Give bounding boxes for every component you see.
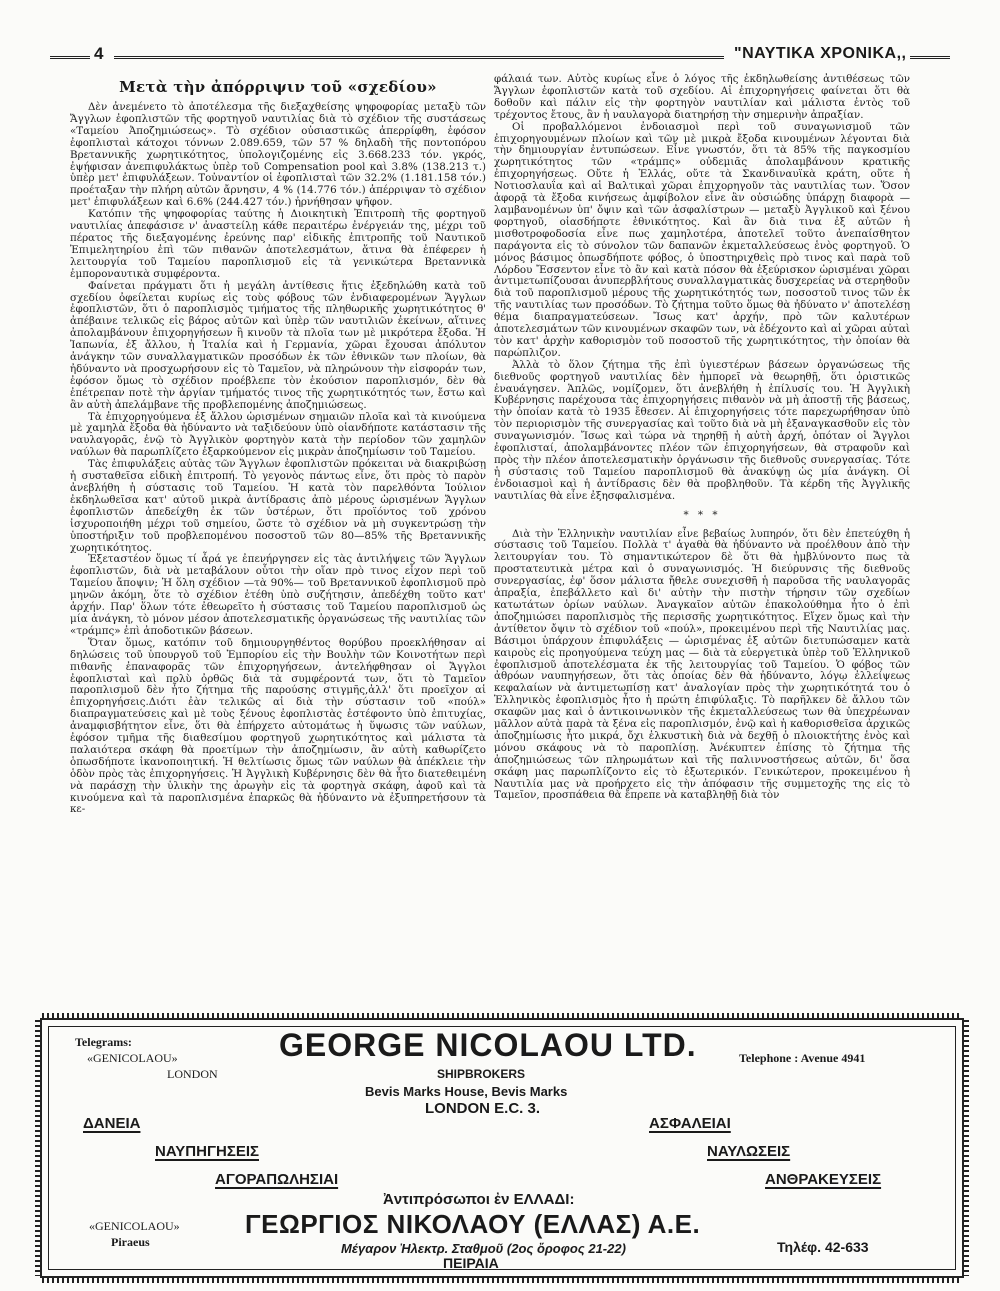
ad-address-line-1: Bevis Marks House, Bevis Marks bbox=[365, 1084, 568, 1099]
article-paragraph: Ἀλλὰ τὸ ὅλον ζήτημα τῆς ἐπὶ ὑγιεστέρων βάσεων ὀργανώσεως τῆς διεθνοῦς φορτηγοῦ ναυτιλίας δὲν ἠμπορεῖ νὰ θεωρηθῇ, ὅτι ὁριστικῶς ἐναυάγησεν. Ἁπλῶς, νομίζομεν, ὅτι ἀνεβλήθη ἡ ἐπίλυσίς του. Ἡ Ἀγγλικὴ Κυβέρνησις παρέχουσα τὰς ἐπιχορηγήσεις πιθανὸν νὰ μὴ ἀποστῇ τῆς βάσεως, τὴν ὁποίαν κατὰ τὸ 1935 ἔθεσεν. Αἱ ἐπιχορηγήσεις τότε παρεχωρήθησαν ὑπὸ τὸν περιορισμὸν τῆς συνεργασίας καὶ τοῦτο διὰ νὰ μὴ ἐξαναγκασθοῦν εἰς τὸν συναγωνισμόν. Ἴσως καὶ τώρα νὰ τηρηθῇ ἡ αὐτὴ ἀρχή, ὁπόταν οἱ Ἄγγλοι ἐφοπλισταί, ἀπολαμβάνοντες πλέον τῶν ἐπιχορηγήσεων, θὰ στραφοῦν καὶ πρὸς τὴν πλέον ἀποτελεσματικὴν ὀργάνωσιν τῆς διεθνοῦς συνεργασίας. Τότε ἡ σύστασις τοῦ Ταμείου παροπλισμοῦ θὰ ἀνακύψῃ ὡς μία ἀνάγκη. Οἱ ἐνδοιασμοὶ καὶ ἡ ἀντίδρασις δὲν θὰ προβληθοῦν. Τὰ κέρδη τῆς Ἀγγλικῆς ναυτιλίας θὰ εἶνε ἐξησφαλισμένα. bbox=[494, 358, 910, 502]
page-number: 4 bbox=[94, 44, 104, 63]
ad-piraeus-code: «GENICOLAOU» bbox=[89, 1219, 180, 1233]
article-paragraph: Κατόπιν τῆς ψηφοφορίας ταύτης ἡ Διοικητικὴ Ἐπιτροπὴ τῆς φορτηγοῦ ναυτιλίας ἀπεφάσισε ν' ἀναστείλῃ κάθε περαιτέρω ἐνέργειάν της, μέχρι τοῦ πέρατος τῆς διεξαγομένης ἐρεύνης παρ' εἰδικῆς ἐπιτροπῆς τοῦ Ναυτικοῦ Ἐπιμελητηρίου ἐπὶ τῶν πιθανῶν ἀποτελεσμάτων, ἅτινα θὰ ἐπέφερεν ἡ λειτουργία τοῦ Ταμείου παροπλισμοῦ εἰς τὰ γενικώτερα Βρεταννικὰ ἐμποροναυτικὰ συμφέροντα. bbox=[70, 208, 486, 280]
article-column-right bbox=[494, 74, 910, 802]
ad-greek-city: ΠΕΙΡΑΙΑ bbox=[443, 1255, 499, 1271]
ad-border-ticks bbox=[963, 1020, 969, 1276]
ad-greece-representatives: Ἀντιπρόσωποι ἐν ΕΛΛΑΔΙ: bbox=[383, 1191, 575, 1208]
article-paragraph: Ὅταν ὅμως, κατόπιν τοῦ δημιουργηθέντος θορύβου προεκλήθησαν αἱ δηλώσεις τοῦ ὑπουργοῦ τοῦ Ἐμπορίου εἰς τὴν Βουλὴν τῶν Κοινοτήτων περὶ πιθανῆς ἐπαναφορᾶς τῶν ἐπιχορηγήσεων, ἀντελήφθησαν οἱ Ἄγγλοι ἐφοπλισταὶ καὶ πολὺ ὀρθῶς διὰ τὰ συμφέροντά των, ὅτι τὸ Ταμεῖον παροπλισμοῦ δὲν ἦτο ζήτημα τῆς παρούσης στιγμῆς,ἀλλ' ὅτι προεῖχον αἱ ἐπιχορηγήσεις.Διότι ἐὰν τελικῶς αἱ διὰ τὴν σύστασιν τοῦ «πούλ» διαπραγματεύσεις καὶ μὲ τοὺς ξένους ἐφοπλιστὰς ἐστέφοντο ὑπὸ ἐπιτυχίας, ἀναμφισβήτητον εἶνε, ὅτι θὰ ἐπήρχετο αὐτομάτως ἡ ὕψωσις τῶν ναύλων, ἐφόσον τμῆμα τῆς διαθεσίμου φορτηγοῦ χωρητικότητος καὶ μάλιστα τὰ παλαιότερα σκάφη θὰ προετίμων τὴν ἀποζημίωσιν, ἂν αὐτὴ καθωρίζετο ὁπωσδήποτε ἱκανοποιητική. Ἡ θελτίωσις ὅμως τῶν ναύλων θὰ ἀπέκλειε τὴν ὁδὸν πρὸς τὰς ἐπιχορηγήσεις. Ἡ Ἀγγλικὴ Κυβέρνησις δὲν θὰ ἦτο διατεθειμένη νὰ παράσχῃ τὴν ὑλικὴν της ἀρωγὴν εἰς τὰ φορτηγὰ σκάφη, ἀφοῦ καὶ τὰ κινούμενα καὶ τὰ παροπλισμένα ἐπαρκῶς θὰ ἠδύναντο νὰ ἐξυπηρετήσουν τὰ κε- bbox=[70, 636, 486, 816]
advertisement-box bbox=[40, 1018, 964, 1278]
header-rule-left bbox=[50, 56, 90, 59]
ad-inner-frame bbox=[48, 1026, 956, 1270]
header-rule-right bbox=[910, 56, 950, 59]
article-column-left bbox=[70, 74, 486, 816]
ad-greek-company: ΓΕΩΡΓΙΟΣ ΝΙΚΟΛΑΟΥ (ΕΛΛΑΣ) Α.Ε. bbox=[245, 1209, 701, 1239]
section-separator: * * * bbox=[683, 508, 721, 521]
newspaper-title: "ΝΑΥΤΙΚΑ ΧΡΟΝΙΚΑ,, bbox=[734, 45, 907, 62]
ad-border-ticks bbox=[35, 1020, 41, 1276]
article-title: Μετὰ τὴν ἀπόρριψιν τοῦ «σχεδίου» bbox=[119, 78, 437, 96]
ad-company-name: GEORGE NICOLAOU LTD. bbox=[279, 1027, 697, 1063]
ad-company-subtitle: SHIPBROKERS bbox=[437, 1067, 526, 1081]
article-paragraph: Διὰ τὴν Ἑλληνικὴν ναυτιλίαν εἶνε βεβαίως λυπηρόν, ὅτι δὲν ἐπετεύχθη ἡ σύστασις τοῦ Ταμείου. Πολλὰ τ' ἀγαθὰ θὰ ἠδύναντο νὰ προέλθουν ἀπὸ τὴν λειτουργίαν του. Τὸ σημαντικώτερον δὲ ὅτι θὰ ἠμβλύνοντο πως τὰ προστατευτικὰ μέτρα καὶ ὁ συναγωνισμός. Ἡ διεύρυνσις τῆς διεθνοῦς συνεργασίας, ἐφ' ὅσον μάλιστα ἤθελε συνεχισθῆ ἡ παροῦσα τῆς ναυλαγορᾶς ἀπραξία, ἐπεβάλλετο καὶ δι' αὐτὴν τὴν πιστὴν τήρησιν τῶν σχεδίων κατωτάτων ὁρίων ναύλων. Ἀναγκαῖον αὐτῶν ἐπακολούθημα ἦτο ὁ ἐπὶ ἀποζημιώσει παροπλισμὸς τῆς περισσῆς χωρητικότητος. Εἴχεν ὅμως καὶ τὴν ἀντίθετον ὄψιν τὸ σχέδιον τοῦ «πούλ», προκειμένου περὶ τῆς Ναυτιλίας μας. Βάσιμοι ὑπάρχουν ἐπιφυλάξεις — ὡρισμένας ἐξ αὐτῶν διετυπώσαμεν κατὰ καιροὺς εἰς προηγούμενα τεύχη μας — διὰ τὰ εὐεργετικὰ ὑπὲρ τοῦ Ἑλληνικοῦ ἐφοπλισμοῦ ἀποτελέσματα ἐκ τῆς λειτουργίας τοῦ Ταμείου. Ὁ φόβος τῶν ἀθρόων ναυπηγήσεων, ὅτι τὰς ὁποίας δὲν θὰ ἠδύναντο, λόγῳ ἐλλείψεως κεφαλαίων νὰ ἀντιμετωπίσῃ κατ' ἀναλογίαν πρὸς τὴν χωρητικότητά του ὁ Ἑλληνικὸς ἐφοπλισμὸς ἦτο ἡ πρώτη ἐπιφύλαξις. Τὸ παρῆλκεν δὲ ἄλλου τῶν σκαφῶν μας καὶ ὁ ἀντικοινωνικὸν τῆς ἐκμεταλλεύσεως των θὰ ὑπεχρέωναν μᾶλλον αὐτὰ παρὰ τὰ ξένα εἰς παροπλισμόν, ἐνῷ καὶ ἡ καθορισθεῖσα ἀρχικῶς ἀποζημίωσις ἦτο μικρά, ὄχι ἑλκυστικὴ διὰ νὰ δεχθῇ ὁ πλοιοκτήτης ἑνὸς καὶ μόνου σκάφους νὰ τὸ παροπλίσῃ. Ἀνέκυπτεν ἐπίσης τὸ ζήτημα τῆς ἀποζημιώσεως τῶν πληρωμάτων καὶ τῆς παλιννοστήσεως αὐτῶν, δι' ὅσα σκάφη μας παρωπλίζοντο εἰς τὸ ἐξωτερικόν. Γενικώτερον, προκειμένου ἡ Ναυτιλία μας νὰ προήρχετο εἰς τὴν ἀπόφασιν τῆς συμμετοχῆς της εἰς τὸ Ταμεῖον, προσπάθεια θὰ ἔπρεπε νὰ καταβληθῇ διὰ τὸν bbox=[494, 527, 910, 802]
ad-address-line-2: LONDON E.C. 3. bbox=[425, 1100, 541, 1117]
ad-service-chartering: ΝΑΥΛΩΣΕΙΣ bbox=[707, 1143, 791, 1160]
ad-telegrams-city: LONDON bbox=[167, 1067, 218, 1081]
ad-telephone: Telephone : Avenue 4941 bbox=[739, 1051, 866, 1065]
ad-service-sales: ΑΓΟΡΑΠΩΛΗΣΙΑΙ bbox=[215, 1171, 339, 1188]
ad-greek-phone: Τηλέφ. 42-633 bbox=[777, 1239, 869, 1255]
ad-border-ticks bbox=[42, 1013, 962, 1019]
article-paragraph: φάλαιά των. Αὐτὸς κυρίως εἶνε ὁ λόγος τῆς ἐκδηλωθείσης ἀντιθέσεως τῶν Ἄγγλων ἐφοπλιστῶν κατὰ τοῦ σχεδίου. Αἱ ἐπιχορηγήσεις φαίνεται ὅτι θὰ δοθοῦν καὶ πάλιν εἰς τὴν φορτηγὸν ναυτιλίαν καὶ μάλιστα ἐντὸς τοῦ τρέχοντος ἔτους, ἂν ἡ ναυλαγορὰ διατηρήσῃ τὴν σημερινὴν ἀπραξίαν. bbox=[494, 73, 910, 121]
article-paragraph: Δὲν ἀνεμένετο τὸ ἀποτέλεσμα τῆς διεξαχθείσης ψηφοφορίας μεταξὺ τῶν Ἄγγλων ἐφοπλιστῶν τῆς φορτηγοῦ ναυτιλίας διὰ τὸ σχέδιον τῆς συστάσεως «Ταμείου Ἀποζημιώσεως». Τὸ σχέδιον οὐσιαστικῶς ἀπερρίφθη, ἐφόσον ἐφοπλισταὶ κάτοχοι τόννων 2.089.659, τῶν 57 % δηλαδὴ τῆς ποντοπόρου Βρεταννικῆς χωρητικότητος, ὑπολογιζομένης εἰς 3.668.233 τόν. γκρός, ἐψήφισαν ἀνεπιφυλάκτως ὑπὲρ τοῦ Compensation pool καὶ 3.8% (138.213 τ.) ὑπὲρ μετ' ἐπιφυλάξεων. Τοὐναντίον οἱ ἐφοπλισταὶ τῶν 32.2% (1.181.158 τόν.) προέταξαν τὴν πλήρη αὐτῶν ἄρνησιν, 4 % (14.776 τόν.) ἀπέρριψαν τὸ σχέδιον μετ' ἐπιφυλάξεων καὶ 6.6% (244.427 τόν.) ἠρνήθησαν ψῆφον. bbox=[70, 101, 486, 209]
ad-piraeus-label: Piraeus bbox=[111, 1235, 150, 1249]
ad-telegrams-code: «GENICOLAOU» bbox=[87, 1051, 178, 1065]
ad-telegrams-label: Telegrams: bbox=[75, 1035, 132, 1049]
page-header bbox=[50, 44, 950, 66]
ad-greek-address: Μέγαρον Ἠλεκτρ. Σταθμοῦ (2ος ὄροφος 21-22) bbox=[341, 1241, 626, 1256]
article-paragraph: Οἱ προβαλλόμενοι ἐνδοιασμοὶ περὶ τοῦ συναγωνισμοῦ τῶν ἐπιχορηγουμένων πλοίων καὶ τῶν μὲ μικρὰ ἔξοδα κινουμένων λέγονται διὰ τὴν δημιουργίαν ἐντυπώσεων. Εἶνε γνωστόν, ὅτι τὰ 85% τῆς παγκοσμίου χωρητικότητος τῶν «τράμπς» οὐδεμιᾶς ἀπολαμβάνουν κρατικῆς ἐπιχορηγήσεως. Οὔτε ἡ Ἑλλάς, οὔτε τὰ Σκανδιναυϊκὰ κράτη, οὔτε ἡ Νοτιοσλαυΐα καὶ αἱ Βαλτικαὶ χῶραι ἐπιχορηγοῦν τὰς ναυτιλίας των. Ὅσον ἀφορᾷ τὰ ἔξοδα κινήσεως ἀμφίβολον εἶνε ἂν οὐσιώδης ὑπάρχῃ διαφορὰ — λαμβανομένων ὑπ' ὄψιν καὶ τῶν ἀσφαλίστρων — μεταξὺ Ἀγγλικοῦ καὶ ξένου φορτηγοῦ, οἱασδήποτε ἐθνικότητος. Καὶ ἂν διὰ τινα ἐξ αὐτῶν ἡ μισθοτροφοδοσία εἶνε πως χαμηλοτέρα, ἀποτελεῖ τοῦτο ἀνεπαίσθητον παράγοντα εἰς τὸ σύνολον τῶν δαπανῶν ἐκμεταλλεύσεως ἑνὸς φορτηγοῦ. Ὁ μόνος βάσιμος ὁπωσδήποτε φόβος, ὁ ὑποστηριχθεὶς πρὸ τινος καὶ παρὰ τοῦ Λόρδου Ἔσσεντον εἶνε τὸ ἂν καὶ κατὰ πόσον θὰ ἐξεύρισκον ὡρισμέναι χῶραι ἀντιμετωπίζουσαι ἀνυπερβλήτους συναλλαγματικὰς δυσχερείας νὰ στερηθοῦν διὰ τοῦ παροπλισμοῦ μέρους τῆς χωρητικότητός των, ποσοστοῦ τινος τῶν ἐκ τῆς ναυτιλίας των προσόδων. Τὸ ζήτημα τοῦτο ὅμως θὰ ἠδύνατο ν' ἀποτελέσῃ θέμα διαπραγματεύσεων. Ἴσως κατ' ἀρχήν, πρὸ τῶν καλυτέρων ἀποτελεσμάτων τῶν κινουμένων σκαφῶν των, νὰ ἐδέχοντο καὶ αἱ χῶραι αὐταὶ τὸν κατ' ἀρχὴν καθορισμὸν τοῦ ποσοστοῦ τῆς χωρητικότητος, τὴν ὁποίαν θὰ παρώπλιζον. bbox=[494, 120, 910, 359]
header-rule-middle bbox=[114, 56, 724, 59]
ad-service-loans: ΔΑΝΕΙΑ bbox=[83, 1115, 141, 1132]
article-paragraph: Τὰ ἐπιχορηγούμενα ἐξ ἄλλου ὡρισμένων σημαιῶν πλοῖα καὶ τὰ κινούμενα μὲ χαμηλὰ ἔξοδα θὰ ἠδύναντο νὰ ταξιδεύουν ὑπὸ οἱανδήποτε κατάστασιν τῆς ναυλαγορᾶς, ἐνῷ τὸ Ἀγγλικὸν φορτηγὸν κατὰ τὴν περίοδον τῶν χαμηλῶν ναύλων θὰ παρωπλίζετο ἐξαρκούμενον εἰς μικρὰν ἀποζημίωσιν τοῦ Ταμείου. bbox=[70, 410, 486, 459]
ad-service-insurance: ΑΣΦΑΛΕΙΑΙ bbox=[649, 1115, 731, 1132]
ad-service-coal: ΑΝΘΡΑΚΕΥΣΕΙΣ bbox=[765, 1171, 882, 1188]
ad-service-shipbuilding: ΝΑΥΠΗΓΗΣΕΙΣ bbox=[155, 1143, 259, 1160]
ad-border-ticks bbox=[42, 1277, 962, 1283]
article-paragraph: Τὰς ἐπιφυλάξεις αὐτὰς τῶν Ἄγγλων ἐφοπλιστῶν πρόκειται νὰ διακριβώσῃ ἡ συσταθεῖσα εἰδικὴ ἐπιτροπή. Τὸ γεγονὸς πάντως εἶνε, ὅτι πρὸς τὸ παρὸν ἀνεβλήθη ἡ σύστασις τοῦ Ταμείου. Ἡ κατὰ τὸν παρελθόντα Ἰούλιον ἐκδηλωθεῖσα κατ' αὐτοῦ μικρὰ ἀντίδρασις ἀπὸ μέρους ὡρισμένων Ἄγγλων ἐφοπλιστῶν ἀπεδείχθη ἐκ τῶν ὑστέρων, ὅτι προϊόντος τοῦ χρόνου ἰσχυροποιήθη μέχρι τοῦ σημείου, ὥστε τὸ σχέδιον νὰ μὴ συγκεντρώσῃ τὴν ὑποστήριξιν τοῦ προβλεπομένου ποσοστοῦ τῶν 80—85% τῆς Βρεταννικῆς χωρητικότητος. bbox=[70, 458, 486, 554]
article-paragraph: Φαίνεται πράγματι ὅτι ἡ μεγάλη ἀντίθεσις ἥτις ἐξεδηλώθη κατὰ τοῦ σχεδίου ὀφείλεται κυρίως εἰς τοὺς φόβους τῶν ἐνδιαφερομένων Ἄγγλων ἐφοπλιστῶν, ὅτι ὁ παροπλισμὸς τμήματος τῆς πληθωρικῆς χωρητικότητος θ' ἀπέβαινε τελικῶς εἰς βάρος αὐτῶν καὶ ὑπὲρ τῶν ναυτιλιῶν ἐκείνων, αἵτινες ἀπολαμβάνουν ἐπιχορηγήσεων ἢ κινοῦν τὰ πλοῖα των μὲ μικρότερα ἔξοδα. Ἡ Ἰαπωνία, ἐξ ἄλλου, ἡ Ἰταλία καὶ ἡ Γερμανία, χῶραι ἔχουσαι ἀπόλυτον ἀνάγκην τῶν συναλλαγματικῶν προσόδων ἐκ τῶν ἐθνικῶν των πλοίων, θὰ ἠδύναντο νὰ προσχωρήσουν εἰς τὸ Ταμεῖον, νὰ πληρώνουν τὴν εἰσφοράν των, ἐφόσον ὅμως τὸ σχέδιον προέβλεπε τὸν ἑκούσιον παροπλισμόν, δὲν θὰ ἐπέτρεπαν ποτὲ τὴν ἀργίαν τμήματός τινος τῆς χωρητικότητός των, ἔστω καὶ ἂν αὐτὴ ἀπελάμβανε τῆς προβλεπομένης ἀποζημιώσεως. bbox=[70, 279, 486, 411]
article-paragraph: Ἐξεταστέον ὅμως τί ἆρά γε ἐπενήργησεν εἰς τὰς ἀντιλήψεις τῶν Ἄγγλων ἐφοπλιστῶν, διὰ νὰ μεταβάλουν οὗτοι τὴν οἵαν πρὸ τινος εἶχον περὶ τοῦ Ταμείου ἄποψιν; Ἡ ὅλη σχέδιον —τὰ 90%— τοῦ Βρεταννικοῦ ἐφοπλισμοῦ πρὸ μηνῶν ἀκόμη, ὅτε τὸ σχέδιον ἐτέθη ὑπὸ συζήτησιν, ἀπεδέχθη τοῦτο κατ' ἀρχήν. Παρ' ὅλων τότε ἐθεωρεῖτο ἡ σύστασις τοῦ Ταμείου παροπλισμοῦ ὡς μία ἀνάγκη, τὸ μόνον μέσον ἀποτελεσματικῆς ὀργανώσεως τῆς ναυτιλίας τῶν «τράμπς» ἐπὶ ἀποδοτικῶν βάσεων. bbox=[70, 553, 486, 637]
